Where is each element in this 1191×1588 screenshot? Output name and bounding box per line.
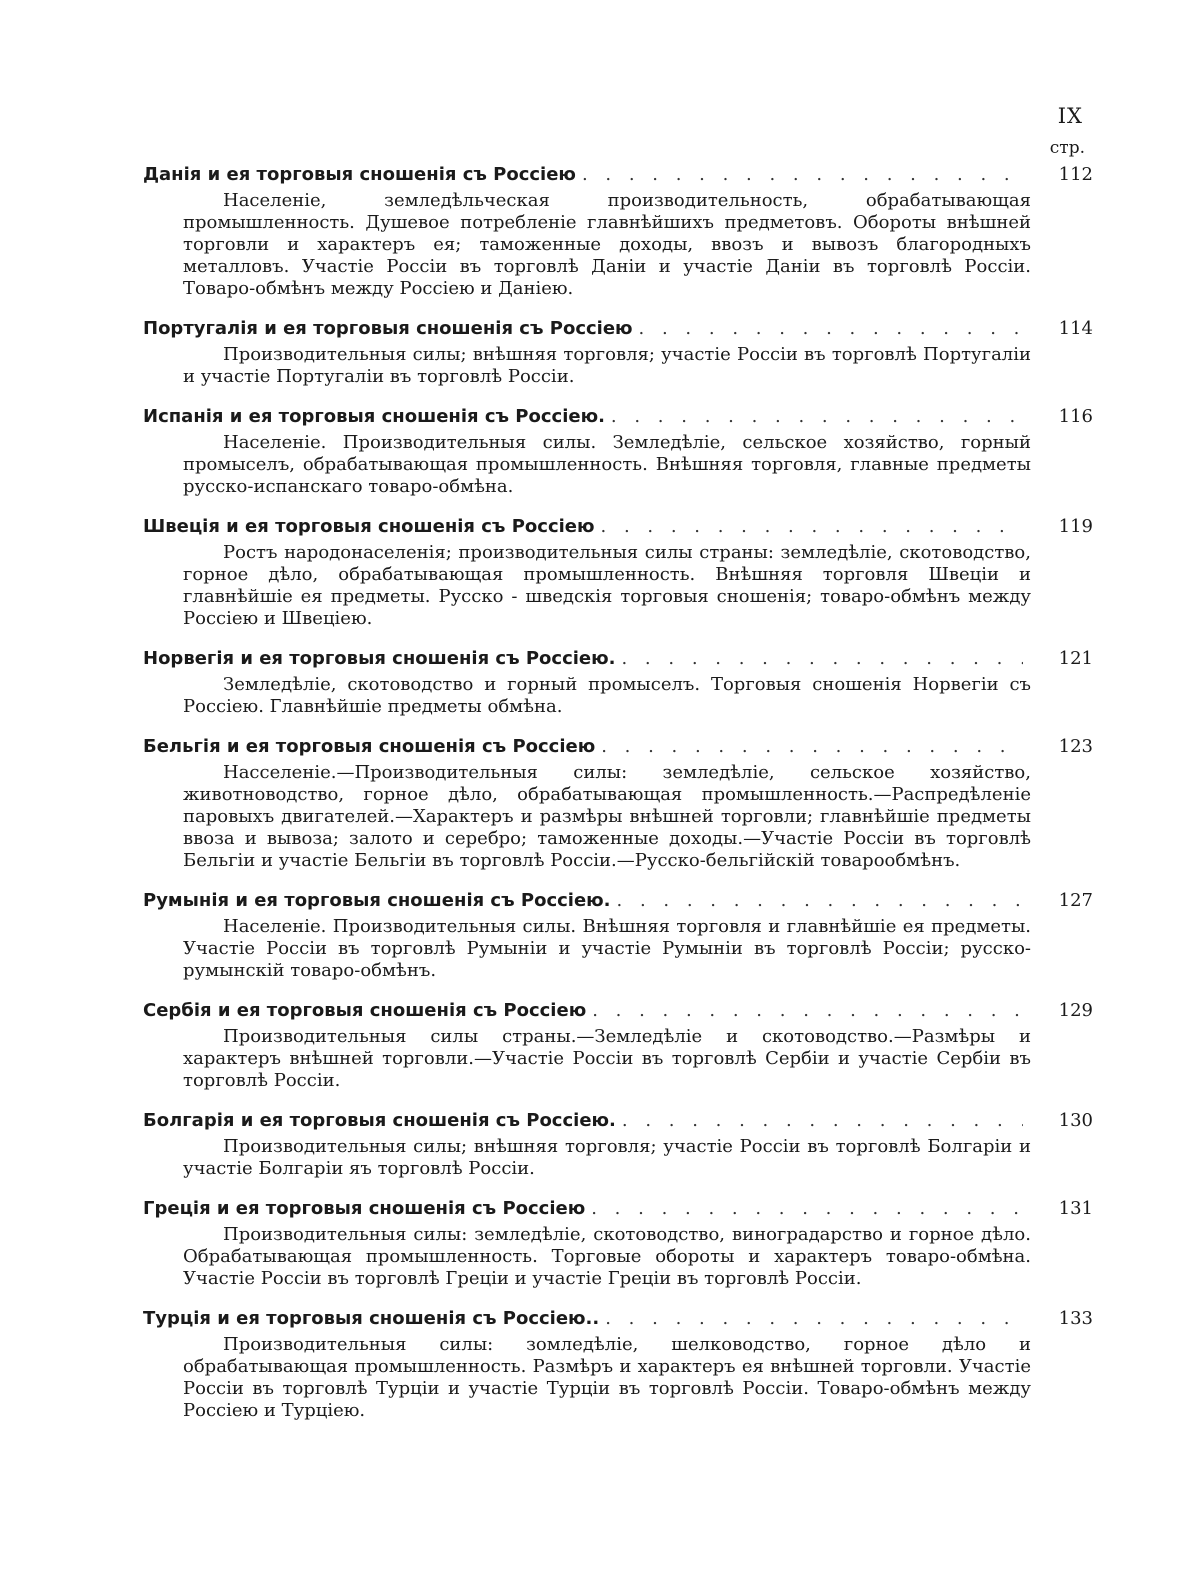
- page-column-label: стр.: [1049, 138, 1085, 158]
- toc-entry-norway: [143, 644, 1093, 718]
- entry-title: Болгарія и ея торговыя сношенія съ Россіею.: [143, 1110, 616, 1131]
- entry-description: Населеніе, земледѣльческая производительность, обрабатывающая промышленность. Душевое потребленіе главнѣйшихъ предметовъ. Обороты внѣшней торговли и характеръ ея; таможенные доходы, ввозъ и вывозъ благородныхъ металловъ. Участіе Россіи въ торговлѣ Даніи и участіе Даніи въ торговлѣ Россіи. Товаро-обмѣнъ между Россіею и Даніею.: [183, 190, 1031, 299]
- entry-title: Бельгія и ея торговыя сношенія съ Россіею: [143, 736, 596, 757]
- entry-title: Данія и ея торговыя сношенія съ Россіею: [143, 164, 576, 185]
- toc-entry-serbia: [143, 996, 1093, 1092]
- entry-title: Сербія и ея торговыя сношенія съ Россіею: [143, 1000, 587, 1021]
- entry-page-number: 129: [1058, 1000, 1093, 1021]
- entry-title: Румынія и ея торговыя сношенія съ Россіею.: [143, 890, 611, 911]
- entry-title: Испанія и ея торговыя сношенія съ Россіею.: [143, 406, 605, 427]
- entry-description: Производительныя силы страны.—Земледѣліе и скотоводство.—Размѣры и характеръ внѣшней торговли.—Участіе Россіи въ торговлѣ Сербіи и участіе Сербіи въ торговлѣ Россіи.: [183, 1026, 1031, 1091]
- entry-page-number: 123: [1058, 736, 1093, 757]
- entry-page-number: 130: [1058, 1110, 1093, 1131]
- toc-entry-belgium: [143, 732, 1093, 872]
- entry-page-number: 121: [1058, 648, 1093, 669]
- toc-entry-denmark: [143, 160, 1093, 300]
- toc-entry-romania: [143, 886, 1093, 982]
- dot-leader: [622, 1106, 1023, 1136]
- dot-leader: [601, 732, 1023, 762]
- dot-leader: [601, 512, 1024, 542]
- toc-entry-spain: [143, 402, 1093, 498]
- dot-leader: [621, 644, 1023, 674]
- entry-title: Норвегія и ея торговыя сношенія съ Россіею.: [143, 648, 616, 669]
- entry-description: Насселеніе.—Производительныя силы: земледѣліе, сельское хозяйство, животноводство, горное дѣло, обрабатывающая промышленность.—Распредѣленіе паровыхъ двигателей.—Характеръ и размѣры внѣшней торговли; главнѣйшіе предметы ввоза и вывоза; залото и серебро; таможенные доходы.—Участіе Россіи въ торговлѣ Бельгіи и участіе Бельгіи въ торговлѣ Россіи.—Русско-бельгійскій товарообмѣнъ.: [183, 762, 1031, 871]
- entry-page-number: 116: [1058, 406, 1093, 427]
- dot-leader: [582, 160, 1023, 190]
- dot-leader: [591, 1194, 1023, 1224]
- entry-title: Португалія и ея торговыя сношенія съ Россіею: [143, 318, 633, 339]
- entry-title: Греція и ея торговыя сношенія съ Россіею: [143, 1198, 586, 1219]
- table-of-contents: [143, 160, 1093, 1436]
- entry-description: Населеніе. Производительныя силы. Внѣшняя торговля и главнѣйшіе ея предметы. Участіе Россіи въ торговлѣ Румыніи и участіе Румыніи въ торговлѣ Россіи; русско-румынскій товаро-обмѣнъ.: [183, 916, 1031, 981]
- entry-title: Швеція и ея торговыя сношенія съ Россіею: [143, 516, 595, 537]
- dot-leader: [605, 1304, 1023, 1334]
- entry-page-number: 119: [1058, 516, 1093, 537]
- entry-page-number: 127: [1058, 890, 1093, 911]
- dot-leader: [611, 402, 1023, 432]
- dot-leader: [592, 996, 1023, 1026]
- dot-leader: [639, 314, 1023, 344]
- toc-entry-sweden: [143, 512, 1093, 630]
- entry-description: Земледѣліе, скотоводство и горный промыселъ. Торговыя сношенія Норвегіи съ Россіею. Главнѣйшіе предметы обмѣна.: [183, 674, 1031, 717]
- entry-description: Производительныя силы: земледѣліе, скотоводство, виноградарство и горное дѣло. Обрабатывающая промышленность. Торговые обороты и характеръ товаро-обмѣна. Участіе Россіи въ торговлѣ Греціи и участіе Греціи въ торговлѣ Россіи.: [183, 1224, 1031, 1289]
- entry-description: Производительныя силы; внѣшняя торговля; участіе Россіи въ торговлѣ Португаліи и участіе Португаліи въ торговлѣ Россіи.: [183, 344, 1031, 387]
- entry-description: Производительныя силы: зомледѣліе, шелководство, горное дѣло и обрабатывающая промышленность. Размѣръ и характеръ ея внѣшней торговли. Участіе Россіи въ торговлѣ Турціи и участіе Турціи въ торговлѣ Россіи. Товаро-обмѣнъ между Россіею и Турціею.: [183, 1334, 1031, 1421]
- entry-page-number: 114: [1058, 318, 1093, 339]
- dot-leader: [617, 886, 1023, 916]
- toc-entry-bulgaria: [143, 1106, 1093, 1180]
- entry-title: Турція и ея торговыя сношенія съ Россіею..: [143, 1308, 600, 1329]
- entry-description: Ростъ народонаселенія; производительныя силы страны: земледѣліе, скотоводство, горное дѣло, обрабатывающая промышленность. Внѣшняя торговля Швеціи и главнѣйшіе ея предметы. Русско - шведскія торговыя сношенія; товаро-обмѣнъ между Россіею и Швеціею.: [183, 542, 1031, 629]
- page-number: IX: [1057, 104, 1083, 128]
- entry-page-number: 131: [1058, 1198, 1093, 1219]
- toc-entry-greece: [143, 1194, 1093, 1290]
- entry-page-number: 112: [1058, 164, 1093, 185]
- toc-entry-turkey: [143, 1304, 1093, 1422]
- entry-page-number: 133: [1058, 1308, 1093, 1329]
- toc-entry-portugal: [143, 314, 1093, 388]
- entry-description: Населеніе. Производительныя силы. Земледѣліе, сельское хозяйство, горный промыселъ, обрабатывающая промышленность. Внѣшняя торговля, главные предметы русско-испанскаго товаро-обмѣна.: [183, 432, 1031, 497]
- entry-description: Производительныя силы; внѣшняя торговля; участіе Россіи въ торговлѣ Болгаріи и участіе Болгаріи яъ торговлѣ Россіи.: [183, 1136, 1031, 1179]
